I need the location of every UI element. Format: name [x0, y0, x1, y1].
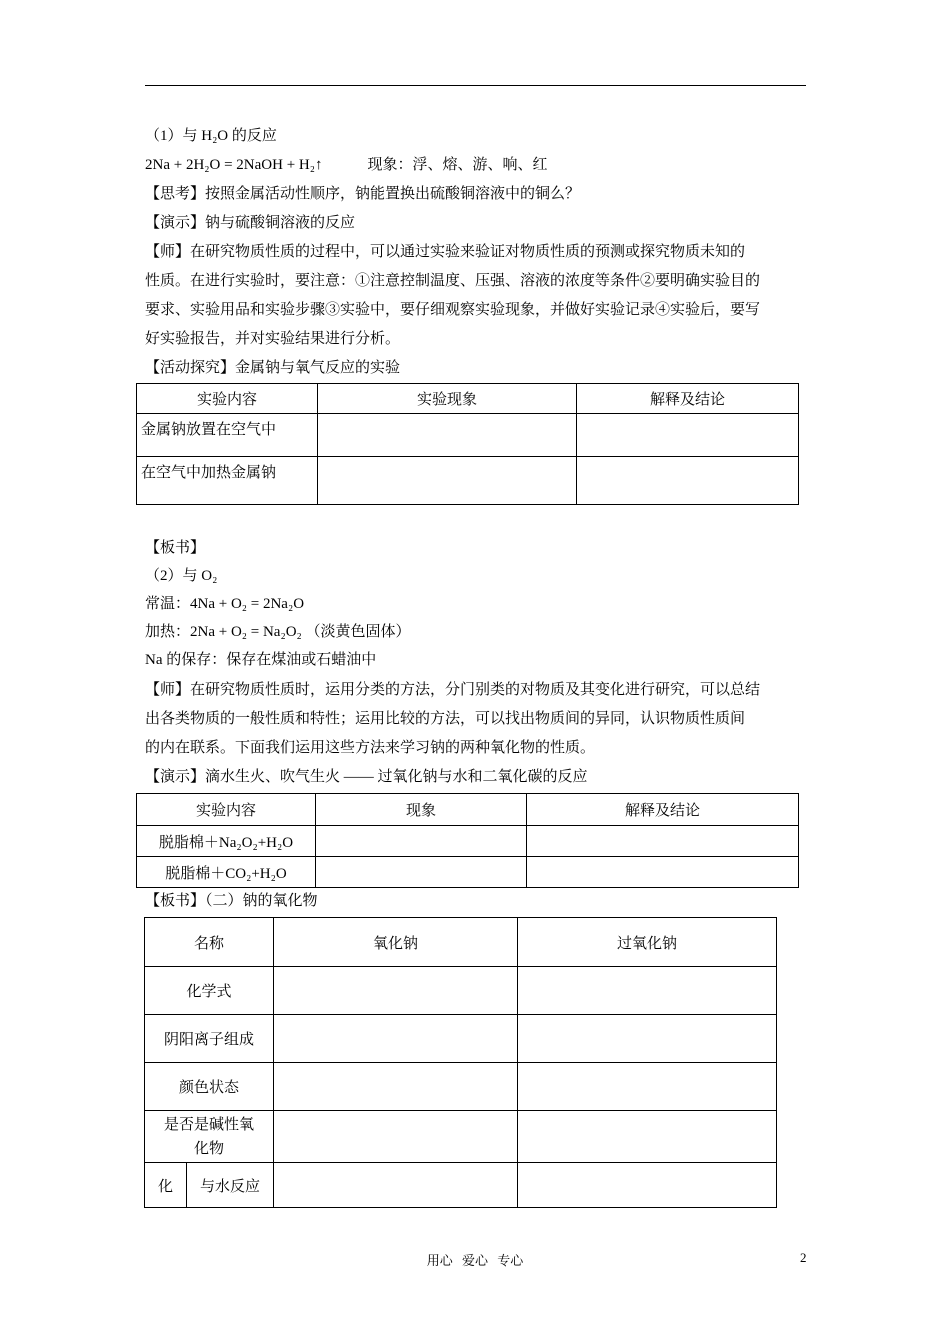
- note: （淡黄色固体）: [305, 624, 411, 640]
- table-row-group-label: 化: [145, 1163, 187, 1208]
- table-row-label: [145, 1111, 274, 1163]
- label-line: 是否是碱性氧: [164, 1116, 255, 1133]
- line-board-oxides: 【板书】（二）钠的氧化物: [145, 893, 318, 909]
- line-reaction-oxygen: （2）与 O₂: [145, 568, 218, 584]
- th-sodium-peroxide: 过氧化钠: [518, 918, 777, 967]
- table-cell: [518, 1063, 777, 1111]
- th-name: 名称: [145, 918, 274, 967]
- line-water-equation: [145, 155, 548, 175]
- table-cell: [274, 1163, 518, 1208]
- table-cell: [518, 1111, 777, 1163]
- table-row-label: 化学式: [145, 967, 274, 1015]
- th-conclusion: 解释及结论: [577, 384, 799, 414]
- table-cell: [518, 1163, 777, 1208]
- th-conclusion: 解释及结论: [527, 794, 799, 826]
- line-teacher-4: 好实验报告，并对实验结果进行分析。: [145, 331, 401, 347]
- table-sodium-oxides: [144, 917, 777, 1208]
- label-line: 化物: [194, 1140, 225, 1157]
- line-storage: Na 的保存：保存在煤油或石蜡油中: [145, 652, 377, 668]
- table-cell: [318, 414, 577, 457]
- line-teacher-3: 要求、实验用品和实验步骤③实验中，要仔细观察实验现象，并做好实验记录④实验后，要写: [145, 302, 761, 318]
- table-row-label: 脱脂棉＋CO₂+H₂O: [137, 857, 316, 888]
- line-teacher-1: 【师】在研究物质性质的过程中，可以通过实验来验证对物质性质的预测或探究物质未知的: [145, 244, 746, 260]
- line-teacher-2: 性质。在进行实验时，要注意：①注意控制温度、压强、溶液的浓度等条件②要明确实验目的: [145, 273, 761, 289]
- line-heating: [145, 622, 411, 642]
- table-row-label: 在空气中加热金属钠: [137, 457, 318, 505]
- line-teacher2-1: 【师】在研究物质性质时，运用分类的方法，分门别类的对物质及其变化进行研究，可以总结: [145, 682, 761, 698]
- footer-text: 用心 爱心 专心: [426, 1253, 524, 1268]
- table-peroxide-demo: [136, 793, 799, 888]
- equation: 2Na + 2H₂O = 2NaOH + H₂↑: [145, 157, 323, 173]
- table-cell: [274, 1063, 518, 1111]
- th-content: 实验内容: [137, 384, 318, 414]
- table-cell: [577, 457, 799, 505]
- header-rule: [145, 85, 806, 86]
- table-cell: [316, 826, 527, 857]
- line-teacher2-2: 出各类物质的一般性质和特性；运用比较的方法，可以找出物质间的异同，认识物质性质间: [145, 711, 746, 727]
- table-cell: [527, 857, 799, 888]
- th-content: 实验内容: [137, 794, 316, 826]
- line-activity: 【活动探究】金属钠与氧气反应的实验: [145, 360, 401, 376]
- table-cell: [577, 414, 799, 457]
- table-cell: [274, 967, 518, 1015]
- line-reaction-water: （1）与 H₂O 的反应: [145, 128, 277, 144]
- table-cell: [518, 967, 777, 1015]
- table-row-label: 与水反应: [187, 1163, 274, 1208]
- th-phenomenon: 现象: [316, 794, 527, 826]
- table-cell: [527, 826, 799, 857]
- table-row-label: 颜色状态: [145, 1063, 274, 1111]
- phenomenon: 现象：浮、熔、游、响、红: [367, 157, 548, 173]
- line-demo2: 【演示】滴水生火、吹气生火 —— 过氧化钠与水和二氧化碳的反应: [145, 769, 588, 785]
- line-board: 【板书】: [145, 540, 206, 556]
- table-cell: [318, 457, 577, 505]
- table-sodium-oxygen: [136, 383, 799, 505]
- line-think: 【思考】按照金属活动性顺序，钠能置换出硫酸铜溶液中的铜么？: [145, 186, 581, 202]
- page-number: 2: [800, 1250, 807, 1265]
- th-sodium-oxide: 氧化钠: [274, 918, 518, 967]
- equation: 加热：2Na + O₂ = Na₂O₂: [145, 624, 302, 640]
- table-cell: [316, 857, 527, 888]
- table-cell: [274, 1015, 518, 1063]
- table-cell: [518, 1015, 777, 1063]
- table-row-label: 脱脂棉＋Na₂O₂+H₂O: [137, 826, 316, 857]
- line-teacher2-3: 的内在联系。下面我们运用这些方法来学习钠的两种氧化物的性质。: [145, 740, 596, 756]
- table-row-label: 阴阳离子组成: [145, 1015, 274, 1063]
- table-row-label: 金属钠放置在空气中: [137, 414, 318, 457]
- table-cell: [274, 1111, 518, 1163]
- th-phenomenon: 实验现象: [318, 384, 577, 414]
- line-demo: 【演示】钠与硫酸铜溶液的反应: [145, 215, 356, 231]
- line-room-temp: 常温：4Na + O₂ = 2Na₂O: [145, 596, 305, 612]
